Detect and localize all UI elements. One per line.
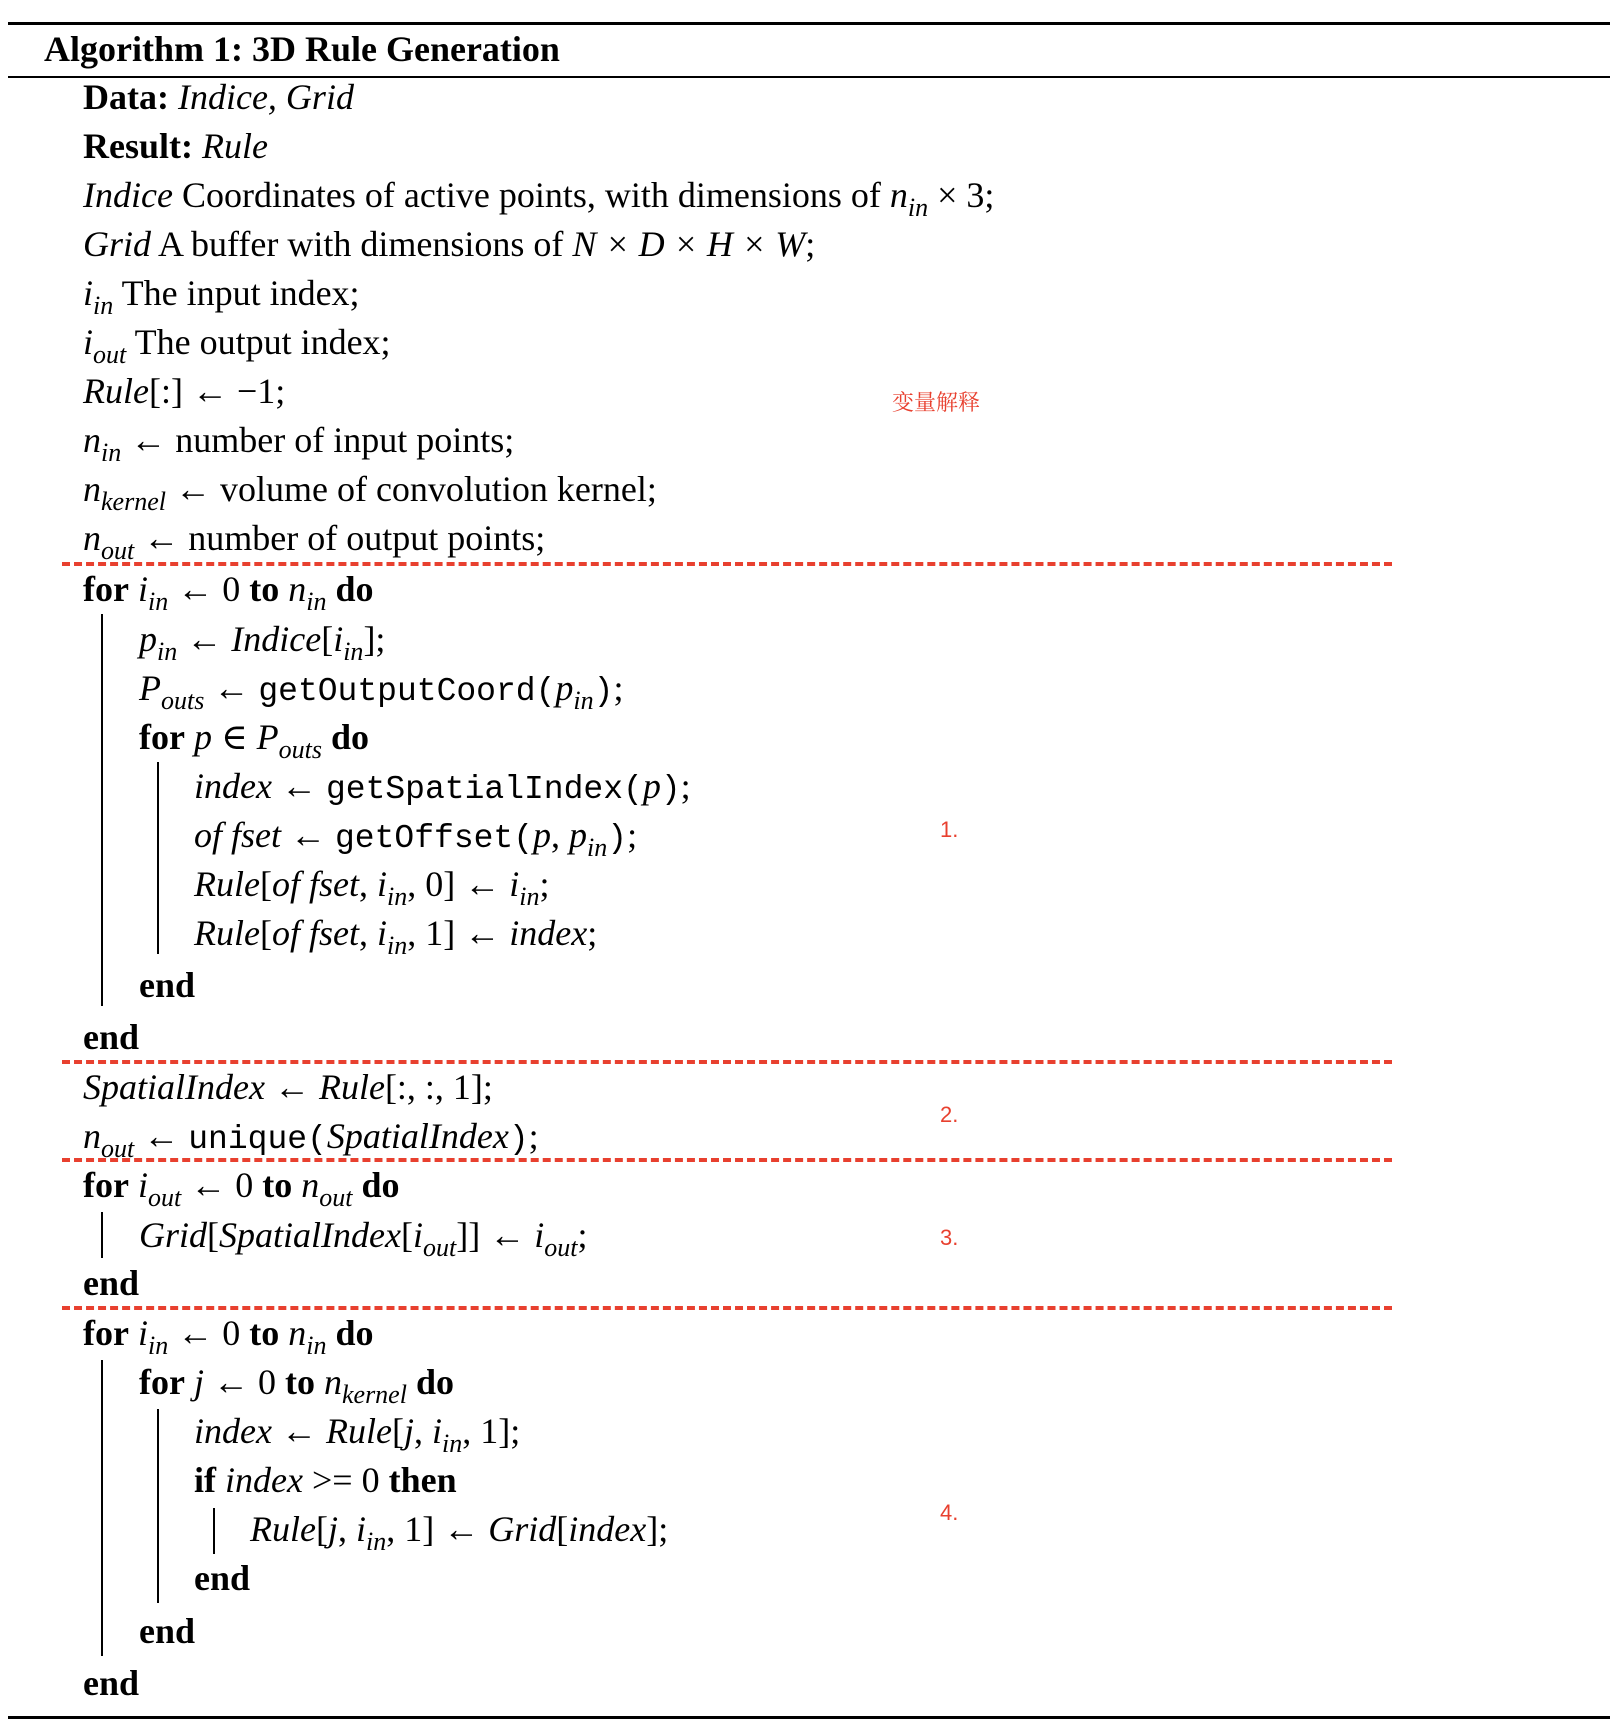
block-bar-for-j: [157, 1409, 159, 1603]
end-for-j: end: [139, 1611, 196, 1651]
for-j-line: for j ← 0 to $n_{kernel}$ do: [139, 1362, 454, 1409]
end-for-iin-2: end: [83, 1663, 140, 1703]
nout-unique-line: $n_{out}$ ← unique(SpatialIndex);: [83, 1116, 539, 1163]
if-index-line: if index >= 0 then: [194, 1460, 457, 1500]
result-line: Result: Rule: [83, 126, 268, 166]
index-assign-line: index ← getSpatialIndex(p);: [194, 766, 691, 808]
pouts-assign-line: $P_{outs}$ ← $getOutputCoord(p_{in})$;: [139, 668, 624, 715]
nkernel-line: $n_{kernel}$ ← volume of convolution kernel;: [83, 469, 657, 516]
for-iout-line: for $i_{out}$ ← 0 to $n_{out}$ do: [83, 1165, 400, 1212]
offset-assign-line: of fset ← getOffset(p, $p_{in}$);: [194, 815, 638, 862]
block-bar-for-iin: [101, 614, 103, 1006]
end-if: end: [194, 1558, 251, 1598]
for-p-line: for p ∈ $P_{outs}$ do: [139, 717, 369, 764]
annotation-step-3: 3.: [940, 1225, 959, 1250]
grid-assign-line: $Grid[SpatialIndex[i_{out}]]$ ← $i_{out}$;: [139, 1215, 588, 1262]
index-rule-line: index ← Rule[j, $i_{in}$, 1];: [194, 1411, 521, 1458]
for-iin-2-line: for $i_{in}$ ← 0 to $n_{in}$ do: [83, 1313, 374, 1360]
annotation-step-1: 1.: [940, 817, 959, 842]
end-for-iout: end: [83, 1263, 140, 1303]
iout-desc-line: $i_{out}$ The output index;: [83, 322, 391, 369]
data-line: Data: Indice, Grid: [83, 77, 354, 117]
spatialindex-assign-line: SpatialIndex ← Rule[:, :, 1];: [83, 1067, 493, 1107]
nin-line: $n_{in}$ ← number of input points;: [83, 420, 515, 467]
end-for-iin: end: [83, 1017, 140, 1057]
rule-init-line: Rule[:] ← −1;: [83, 371, 286, 411]
top-rule: [8, 22, 1610, 25]
algorithm-title: Algorithm 1: 3D Rule Generation: [44, 29, 560, 69]
iin-desc-line: $i_{in}$ The input index;: [83, 273, 360, 320]
rule-offset-1-line: Rule[of fset, $i_{in}$, 1] ← index;: [194, 913, 598, 960]
rule-offset-0-line: Rule[of fset, $i_{in}$, 0] ← $i_{in}$;: [194, 864, 550, 911]
end-for-p: end: [139, 965, 196, 1005]
annotation-step-4: 4.: [940, 1500, 959, 1525]
rule-grid-line: Rule[j, $i_{in}$, 1] ← Grid[index];: [250, 1509, 669, 1556]
grid-desc-line: Grid A buffer with dimensions of N × D × H × W;: [83, 224, 816, 264]
block-bar-for-iin-2: [101, 1360, 103, 1656]
indice-desc-line: Indice Coordinates of active points, with dimensions of $n_{in} \times 3$;: [83, 175, 995, 222]
annotation-variables: 变量解释: [892, 390, 981, 415]
block-bar-if: [213, 1508, 215, 1554]
annotation-step-2: 2.: [940, 1102, 959, 1127]
bottom-rule: [8, 1716, 1610, 1719]
nout-line: $n_{out}$ ← number of output points;: [83, 518, 546, 565]
pin-assign-line: $p_{in}$ ← $Indice[i_{in}]$;: [139, 619, 386, 666]
block-bar-for-iout: [101, 1212, 103, 1258]
for-iin-line: for $i_{in}$ ← 0 to $n_{in}$ do: [83, 569, 374, 616]
block-bar-for-p: [157, 762, 159, 954]
